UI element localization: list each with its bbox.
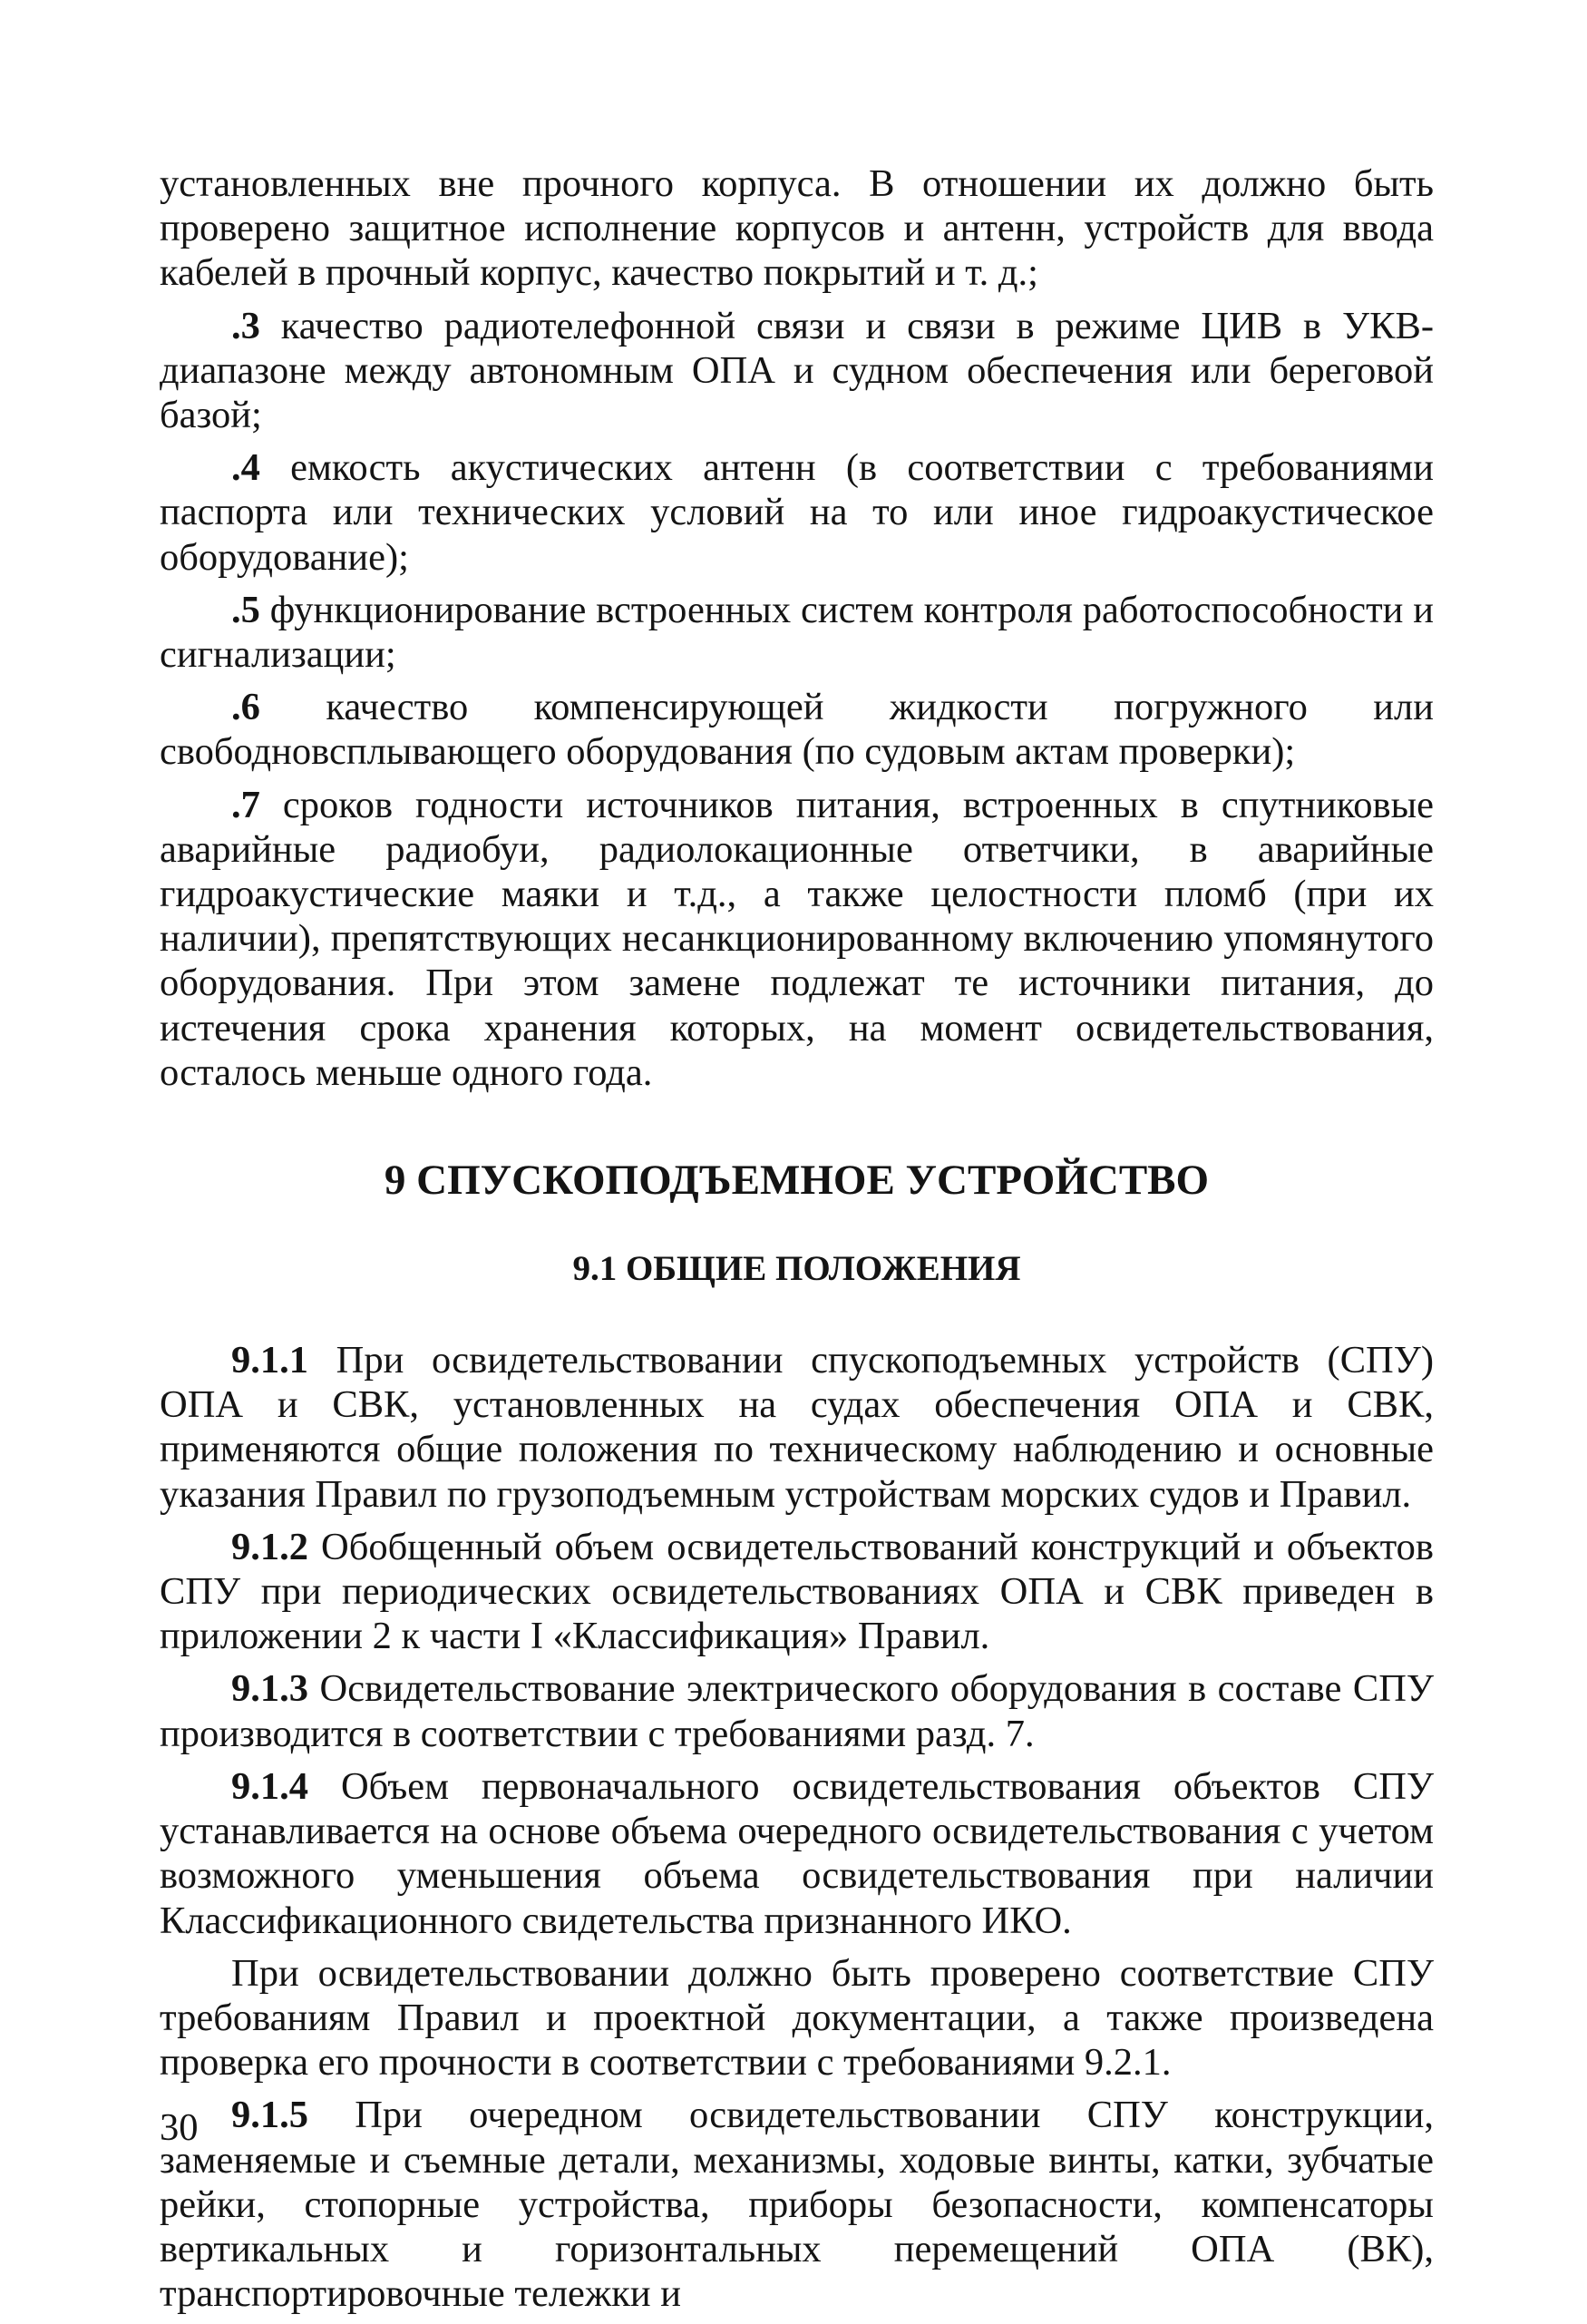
clause-number: 9.1.2 bbox=[231, 1525, 308, 1568]
item-text: качество радиотелефонной связи и связи в режиме ЦИВ в УКВ-диапазоне между автономным ОПА и судном обеспечения или береговой базой; bbox=[160, 304, 1434, 437]
item-number: .3 bbox=[231, 304, 260, 347]
list-item-4 bbox=[160, 445, 1434, 580]
item-number: .6 bbox=[231, 686, 260, 729]
clause-number: 9.1.3 bbox=[231, 1667, 308, 1711]
clause-9-1-4-continuation bbox=[160, 1951, 1434, 2085]
document-page bbox=[160, 161, 1434, 2324]
clause-number: 9.1.1 bbox=[231, 1339, 308, 1382]
clause-number: 9.1.5 bbox=[231, 2094, 308, 2137]
item-text: сроков годности источников питания, встроенных в спутниковые аварийные радиобуи, радиолокационные ответчики, в аварийные гидроакустические маяки и т.д., а также целостности пломб (при их наличии), препятствующих несанкционированному включению упомянутого оборудования. При этом замене подлежат те источники питания, до истечения срока хранения которых, на момент освидетельствования, осталось меньше одного года. bbox=[160, 783, 1434, 1094]
clause-text: Освидетельствование электрического оборудования в составе СПУ производится в соответствии с требованиями разд. 7. bbox=[160, 1667, 1434, 1755]
section-title: 9 СПУСКОПОДЪЕМНОЕ УСТРОЙСТВО bbox=[384, 1157, 1210, 1205]
paragraph-continued: установленных вне прочного корпуса. В отношении их должно быть проверено защитное исполнение корпусов и антенн, устройств для ввода кабелей в прочный корпус, качество покрытий и т. д.; bbox=[160, 162, 1434, 295]
clause-text: Обобщенный объем освидетельствований конструкций и объектов СПУ при периодических освидетельствованиях ОПА и СВК приведен в приложении 2 к части I «Классификация» Правил. bbox=[160, 1525, 1434, 1658]
clause-text: При освидетельствовании должно быть проверено соответствие СПУ требованиям Правил и проектной документации, а также произведена проверка его прочности в соответствии с требованиями 9.2.1. bbox=[160, 1951, 1434, 2085]
list-item-5 bbox=[160, 588, 1434, 677]
subsection-title: 9.1 ОБЩИЕ ПОЛОЖЕНИЯ bbox=[572, 1249, 1021, 1289]
item-number: .5 bbox=[231, 588, 260, 631]
clause-9-1-1 bbox=[160, 1338, 1434, 1517]
clause-text: Объем первоначального освидетельствования объектов СПУ устанавливается на основе объема очередного освидетельствования с учетом возможного уменьшения объема освидетельствования при наличии Классификационного свидетельства признанного ИКО. bbox=[160, 1764, 1434, 1942]
clause-number: 9.1.4 bbox=[231, 1764, 308, 1808]
clause-9-1-3 bbox=[160, 1666, 1434, 1755]
clause-9-1-4 bbox=[160, 1764, 1434, 1943]
clause-9-1-5 bbox=[160, 2093, 1434, 2316]
clause-text: При освидетельствовании спускоподъемных устройств (СПУ) ОПА и СВК, установленных на судах обеспечения ОПА и СВК, применяются общие положения по техническому наблюдению и основные указания Правил по грузоподъемным устройствам морских судов и Правил. bbox=[160, 1339, 1434, 1516]
item-number: .7 bbox=[231, 783, 260, 826]
item-text: функционирование встроенных систем контроля работоспособности и сигнализации; bbox=[160, 588, 1434, 677]
clause-9-1-2 bbox=[160, 1525, 1434, 1659]
item-number: .4 bbox=[231, 446, 260, 490]
item-text: емкость акустических антенн (в соответствии с требованиями паспорта или технических условий на то или иное гидроакустическое оборудование); bbox=[160, 446, 1434, 579]
item-text: качество компенсирующей жидкости погружного или свободновсплывающего оборудования (по судовым актам проверки); bbox=[160, 686, 1434, 774]
clause-text: При очередном освидетельствовании СПУ конструкции, заменяемые и съемные детали, механизмы, ходовые винты, катки, зубчатые рейки, стопорные устройства, приборы безопасности, компенсаторы вертикальных и горизонтальных перемещений ОПА (ВК), транспортировочные тележки и bbox=[160, 2094, 1434, 2316]
page-number: 30 bbox=[160, 2106, 199, 2149]
list-item-6 bbox=[160, 685, 1434, 774]
list-item-7 bbox=[160, 783, 1434, 1095]
list-item-3 bbox=[160, 304, 1434, 438]
